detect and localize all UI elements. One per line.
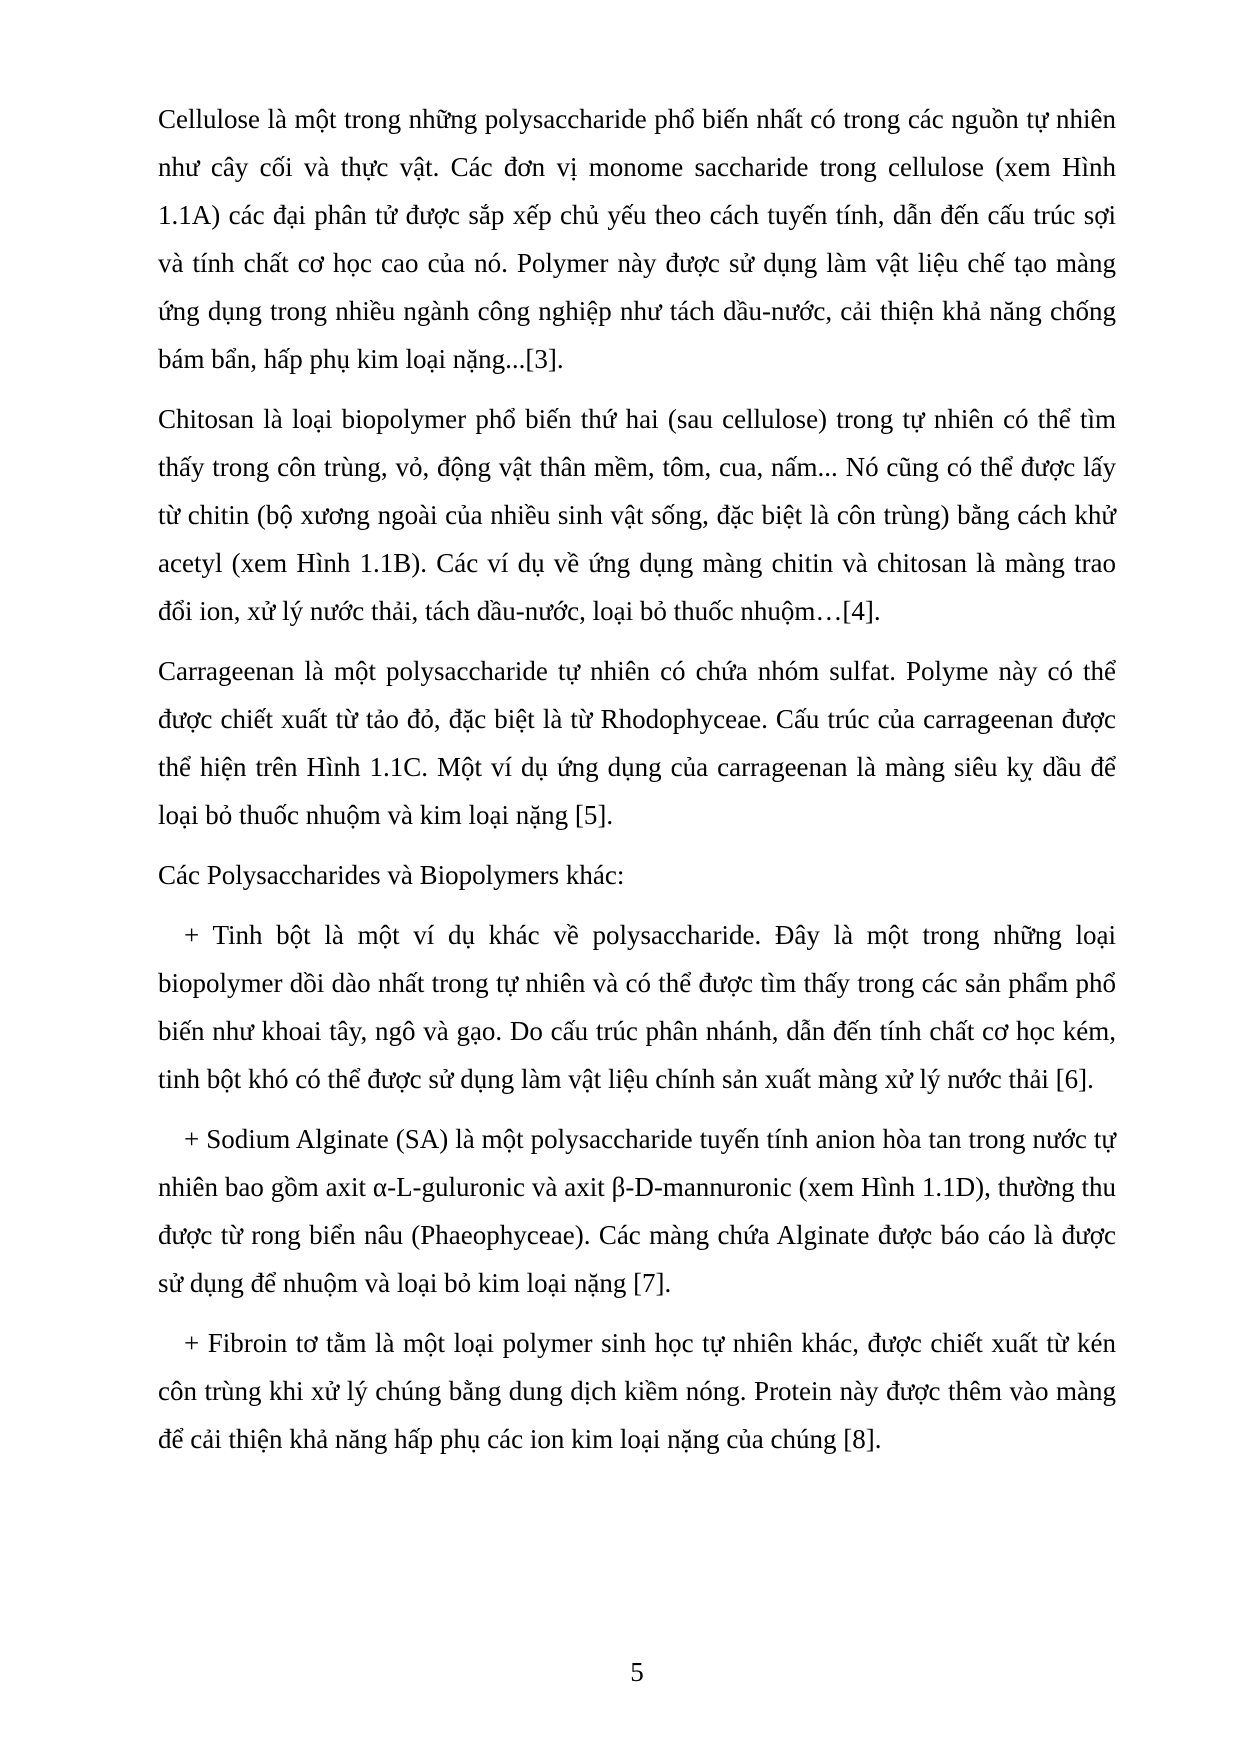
- paragraph-sodium-alginate: + Sodium Alginate (SA) là một polysaccharide tuyến tính anion hòa tan trong nước tự nhiên bao gồm axit α-L-guluronic và axit β-D-mannuronic (xem Hình 1.1D), thường thu được từ rong biển nâu (Phaeophyceae). Các màng chứa Alginate được báo cáo là được sử dụng để nhuộm và loại bỏ kim loại nặng [7].: [158, 1124, 1116, 1298]
- paragraph-cellulose: Cellulose là một trong những polysaccharide phổ biến nhất có trong các nguồn tự nhiên như cây cối và thực vật. Các đơn vị monome saccharide trong cellulose (xem Hình 1.1A) các đại phân tử được sắp xếp chủ yếu theo cách tuyến tính, dẫn đến cấu trúc sợi và tính chất cơ học cao của nó. Polymer này được sử dụng làm vật liệu chế tạo màng ứng dụng trong nhiều ngành công nghiệp như tách dầu-nước, cải thiện khả năng chống bám bẩn, hấp phụ kim loại nặng...[3].: [158, 104, 1116, 374]
- page-number: 5: [630, 1657, 644, 1687]
- paragraph-chitosan: Chitosan là loại biopolymer phổ biến thứ hai (sau cellulose) trong tự nhiên có thể tìm thấy trong côn trùng, vỏ, động vật thân mềm, tôm, cua, nấm... Nó cũng có thể được lấy từ chitin (bộ xương ngoài của nhiều sinh vật sống, đặc biệt là côn trùng) bằng cách khử acetyl (xem Hình 1.1B). Các ví dụ về ứng dụng màng chitin và chitosan là màng trao đổi ion, xử lý nước thải, tách dầu-nước, loại bỏ thuốc nhuộm…[4].: [158, 404, 1116, 626]
- paragraph-carrageenan: Carrageenan là một polysaccharide tự nhiên có chứa nhóm sulfat. Polyme này có thể được chiết xuất từ tảo đỏ, đặc biệt là từ Rhodophyceae. Cấu trúc của carrageenan được thể hiện trên Hình 1.1C. Một ví dụ ứng dụng của carrageenan là màng siêu kỵ dầu để loại bỏ thuốc nhuộm và kim loại nặng [5].: [158, 656, 1116, 830]
- text-content: [158, 95, 1116, 1475]
- page-footer: [158, 1652, 1116, 1692]
- paragraph-fibroin: + Fibroin tơ tằm là một loại polymer sinh học tự nhiên khác, được chiết xuất từ kén côn trùng khi xử lý chúng bằng dung dịch kiềm nóng. Protein này được thêm vào màng để cải thiện khả năng hấp phụ các ion kim loại nặng của chúng [8].: [158, 1328, 1116, 1454]
- paragraph-starch: + Tinh bột là một ví dụ khác về polysaccharide. Đây là một trong những loại biopolymer dồi dào nhất trong tự nhiên và có thể được tìm thấy trong các sản phẩm phổ biến như khoai tây, ngô và gạo. Do cấu trúc phân nhánh, dẫn đến tính chất cơ học kém, tinh bột khó có thể được sử dụng làm vật liệu chính sản xuất màng xử lý nước thải [6].: [158, 920, 1116, 1094]
- paragraph-other-polysaccharides-heading: Các Polysaccharides và Biopolymers khác:: [158, 860, 625, 890]
